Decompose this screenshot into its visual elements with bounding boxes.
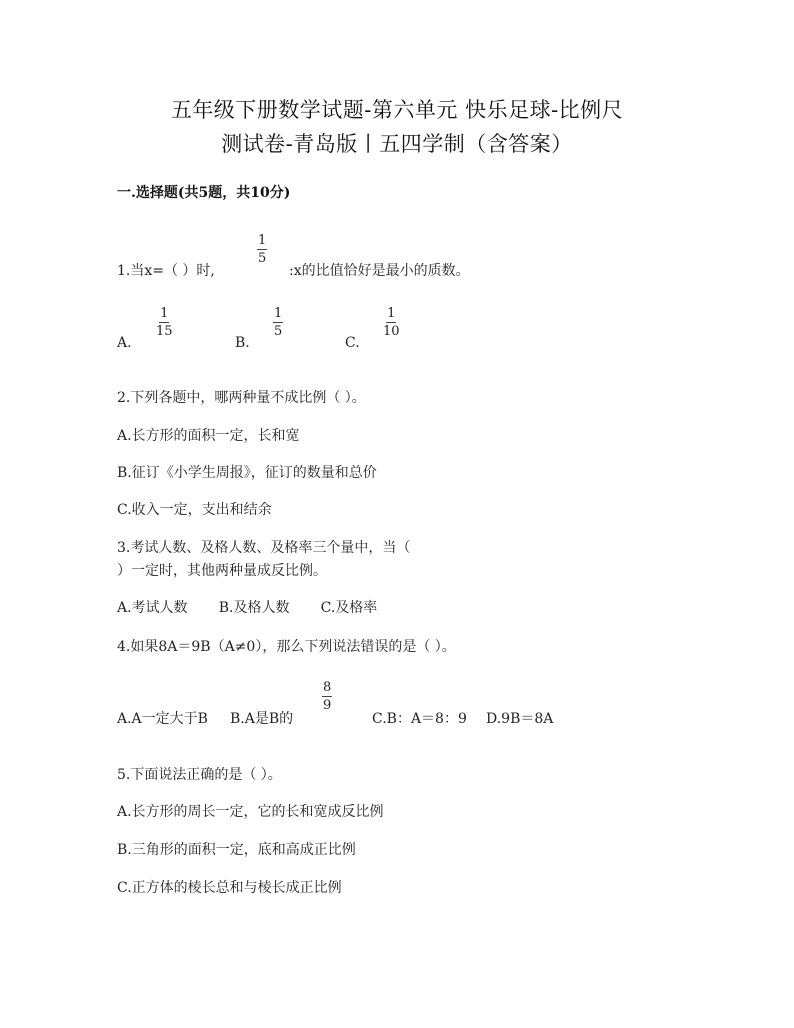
document-title-line-2: 测试卷-青岛版丨五四学制（含答案） [221,132,573,156]
section-heading: 一.选择题(共5题，共10分) [117,185,291,201]
question-1-stem-before: 1.当x=（ ）时, [117,263,215,279]
question-4-option-b-fraction [322,681,332,712]
question-5-option-a: A.长方形的周长一定，它的长和宽成反比例 [117,804,384,820]
question-4-option-c: C.B：A＝8：9 [372,711,467,727]
question-2-option-c: C.收入一定，支出和结余 [117,502,272,518]
fraction-numerator: 1 [160,306,169,321]
question-4-stem: 4.如果8A＝9B（A≠0），那么下列说法错误的是（ ）。 [117,639,456,655]
question-3-stem-line-2: ）一定时，其他两种量成反比例。 [117,563,327,579]
question-5-option-b: B.三角形的面积一定，底和高成正比例 [117,842,356,858]
question-3-options: A.考试人数 B.及格人数 C.及格率 [117,600,378,616]
fraction-numerator: 1 [258,233,267,248]
document-title-line-1: 五年级下册数学试题-第六单元 快乐足球-比例尺 [170,98,624,122]
question-1-option-a-label: A. [117,335,132,351]
question-4-option-a: A.A一定大于B [117,711,208,727]
fraction-numerator: 8 [323,680,332,695]
question-1-option-a-fraction [156,307,173,338]
question-2-option-a: A.长方形的面积一定，长和宽 [117,428,300,444]
fraction-denominator: 5 [274,324,283,339]
question-5-stem: 5.下面说法正确的是（ ）。 [117,767,282,783]
question-1-option-b-fraction [273,307,283,338]
question-5-option-c: C.正方体的棱长总和与棱长成正比例 [117,880,342,896]
question-2-stem: 2.下列各题中，哪两种量不成比例（ ）。 [117,390,366,406]
question-1-option-c-label: C. [345,335,360,351]
question-1-option-c-fraction [383,307,400,338]
fraction-denominator: 5 [258,251,267,266]
question-4-option-d: D.9B＝8A [486,711,554,727]
question-2-option-b: B.征订《小学生周报》，征订的数量和总价 [117,465,377,481]
fraction-numerator: 1 [274,306,283,321]
fraction-numerator: 1 [387,306,396,321]
question-1-fraction [257,234,267,265]
question-1-stem-after: :x的比值恰好是最小的质数。 [289,263,470,279]
fraction-denominator: 9 [323,698,332,713]
question-3-stem-line-1: 3.考试人数、及格人数、及格率三个量中，当（ [117,540,411,556]
question-1-option-b-label: B. [235,335,250,351]
fraction-denominator: 15 [156,324,173,339]
question-4-option-b: B.A是B的 [230,711,294,727]
fraction-denominator: 10 [383,324,400,339]
